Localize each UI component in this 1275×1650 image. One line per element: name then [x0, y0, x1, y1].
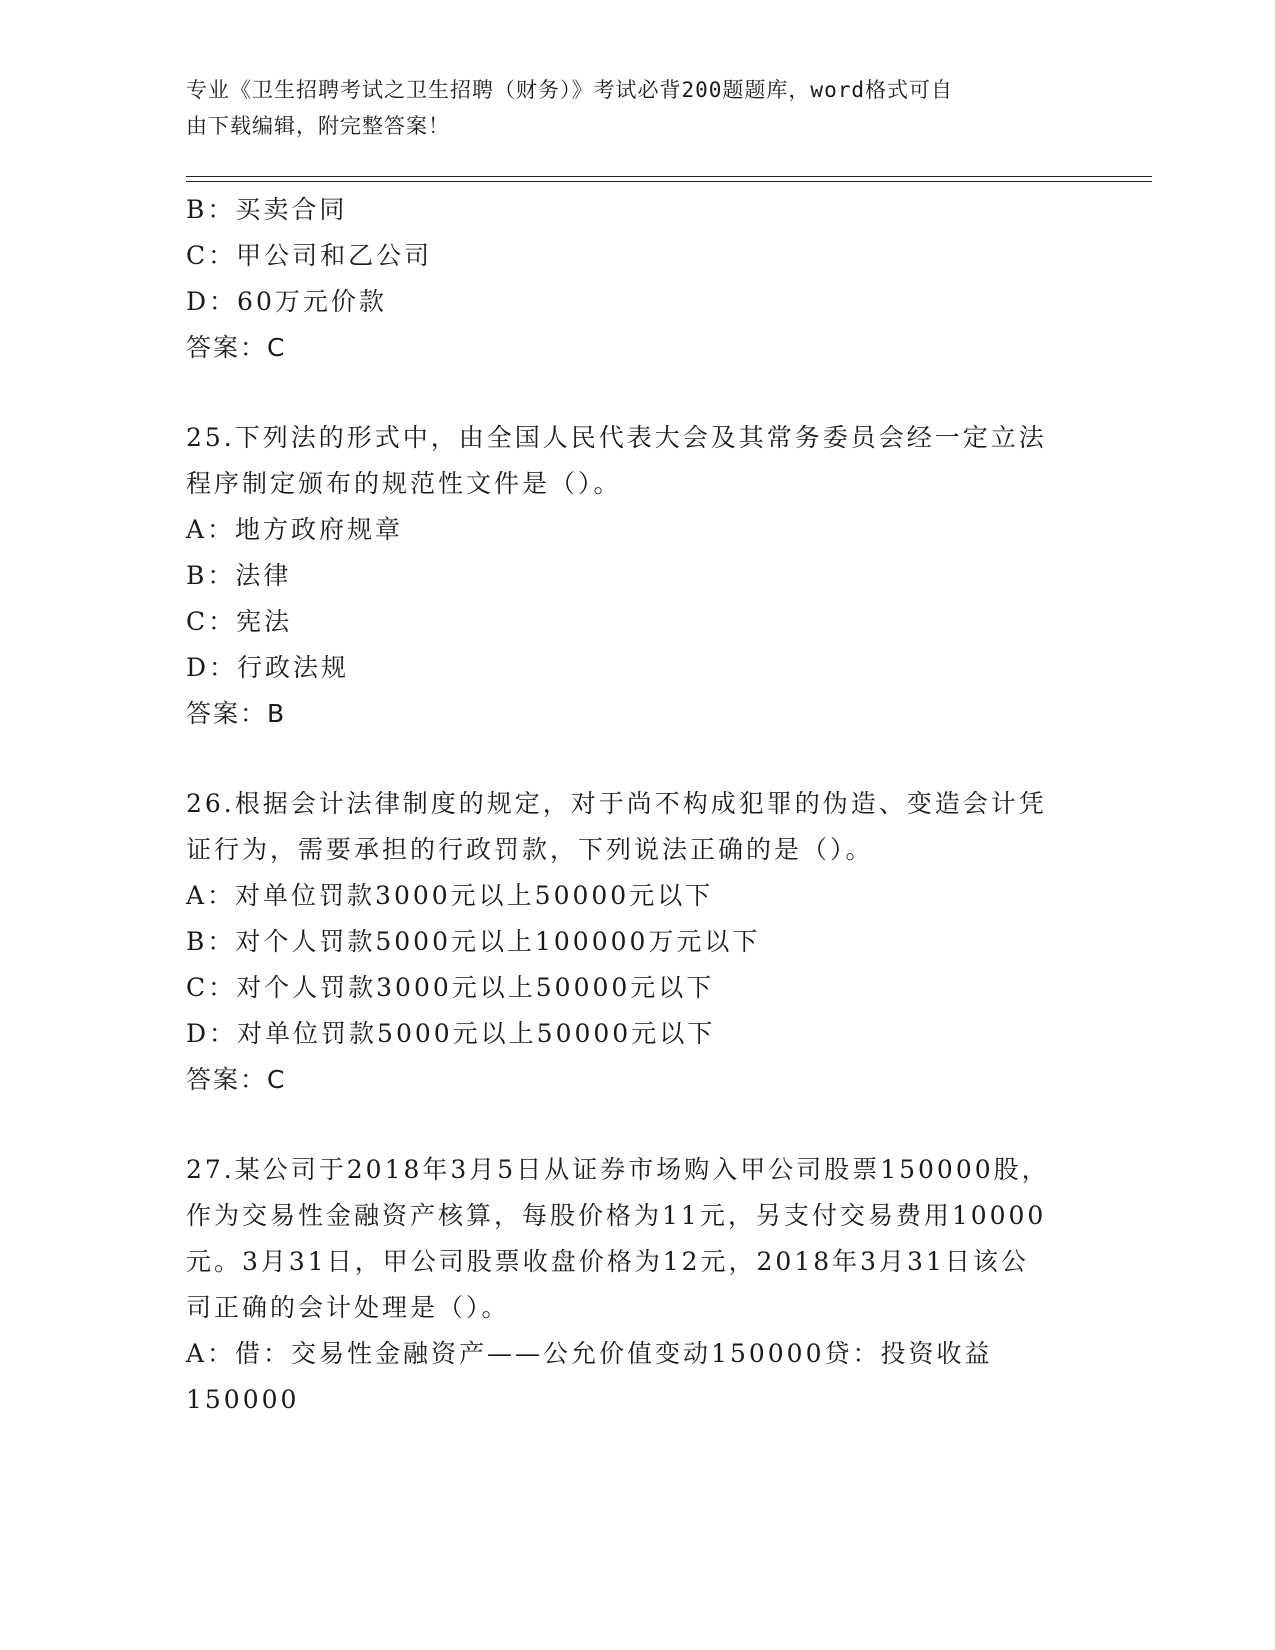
question-stem-line: 程序制定颁布的规范性文件是（）。	[186, 469, 622, 498]
option-d: D：对单位罚款5000元以上50000元以下	[186, 1019, 716, 1048]
option-b: B：对个人罚款5000元以上100000万元以下	[186, 927, 761, 956]
option-d: D：行政法规	[186, 653, 350, 682]
answer-line: 答案：C	[186, 333, 287, 362]
page-header	[186, 72, 1066, 144]
question-stem-line: 26.根据会计法律制度的规定，对于尚不构成犯罪的伪造、变造会计凭	[186, 789, 1047, 818]
option-d: D：60万元价款	[186, 287, 387, 316]
question-25	[186, 415, 1086, 737]
header-divider-bottom	[186, 181, 1152, 182]
option-b: B：法律	[186, 561, 292, 590]
question-stem-line: 27.某公司于2018年3月5日从证券市场购入甲公司股票150000股，	[186, 1155, 1050, 1184]
option-c: C：甲公司和乙公司	[186, 241, 433, 270]
option-c: C：宪法	[186, 607, 293, 636]
spacer	[186, 371, 1086, 415]
answer-line: 答案：C	[186, 1065, 287, 1094]
option-c: C：对个人罚款3000元以上50000元以下	[186, 973, 715, 1002]
spacer	[186, 737, 1086, 781]
question-stem-line: 证行为，需要承担的行政罚款，下列说法正确的是（）。	[186, 835, 874, 864]
question-26	[186, 781, 1086, 1103]
option-a: A：地方政府规章	[186, 515, 404, 544]
answer-line: 答案：B	[186, 699, 287, 728]
question-27	[186, 1147, 1086, 1423]
question-stem-line: 作为交易性金融资产核算，每股价格为11元，另支付交易费用10000	[186, 1201, 1047, 1230]
header-divider-top	[186, 176, 1152, 177]
option-a: A：对单位罚款3000元以上50000元以下	[186, 881, 714, 910]
header-line-1: 专业《卫生招聘考试之卫生招聘（财务）》考试必背200题题库，word格式可自	[186, 78, 953, 102]
question-stem-line: 司正确的会计处理是（）。	[186, 1293, 510, 1322]
spacer	[186, 1103, 1086, 1147]
question-stem-line: 25.下列法的形式中，由全国人民代表大会及其常务委员会经一定立法	[186, 423, 1047, 452]
question-24-continuation	[186, 187, 1086, 371]
option-a-continuation: 150000	[186, 1385, 300, 1414]
header-line-2: 由下载编辑，附完整答案！	[186, 114, 450, 138]
option-a: A：借：交易性金融资产——公允价值变动150000贷：投资收益	[186, 1339, 993, 1368]
document-body	[186, 187, 1086, 1423]
question-stem-line: 元。3月31日，甲公司股票收盘价格为12元，2018年3月31日该公	[186, 1247, 1029, 1276]
option-b: B：买卖合同	[186, 195, 348, 224]
